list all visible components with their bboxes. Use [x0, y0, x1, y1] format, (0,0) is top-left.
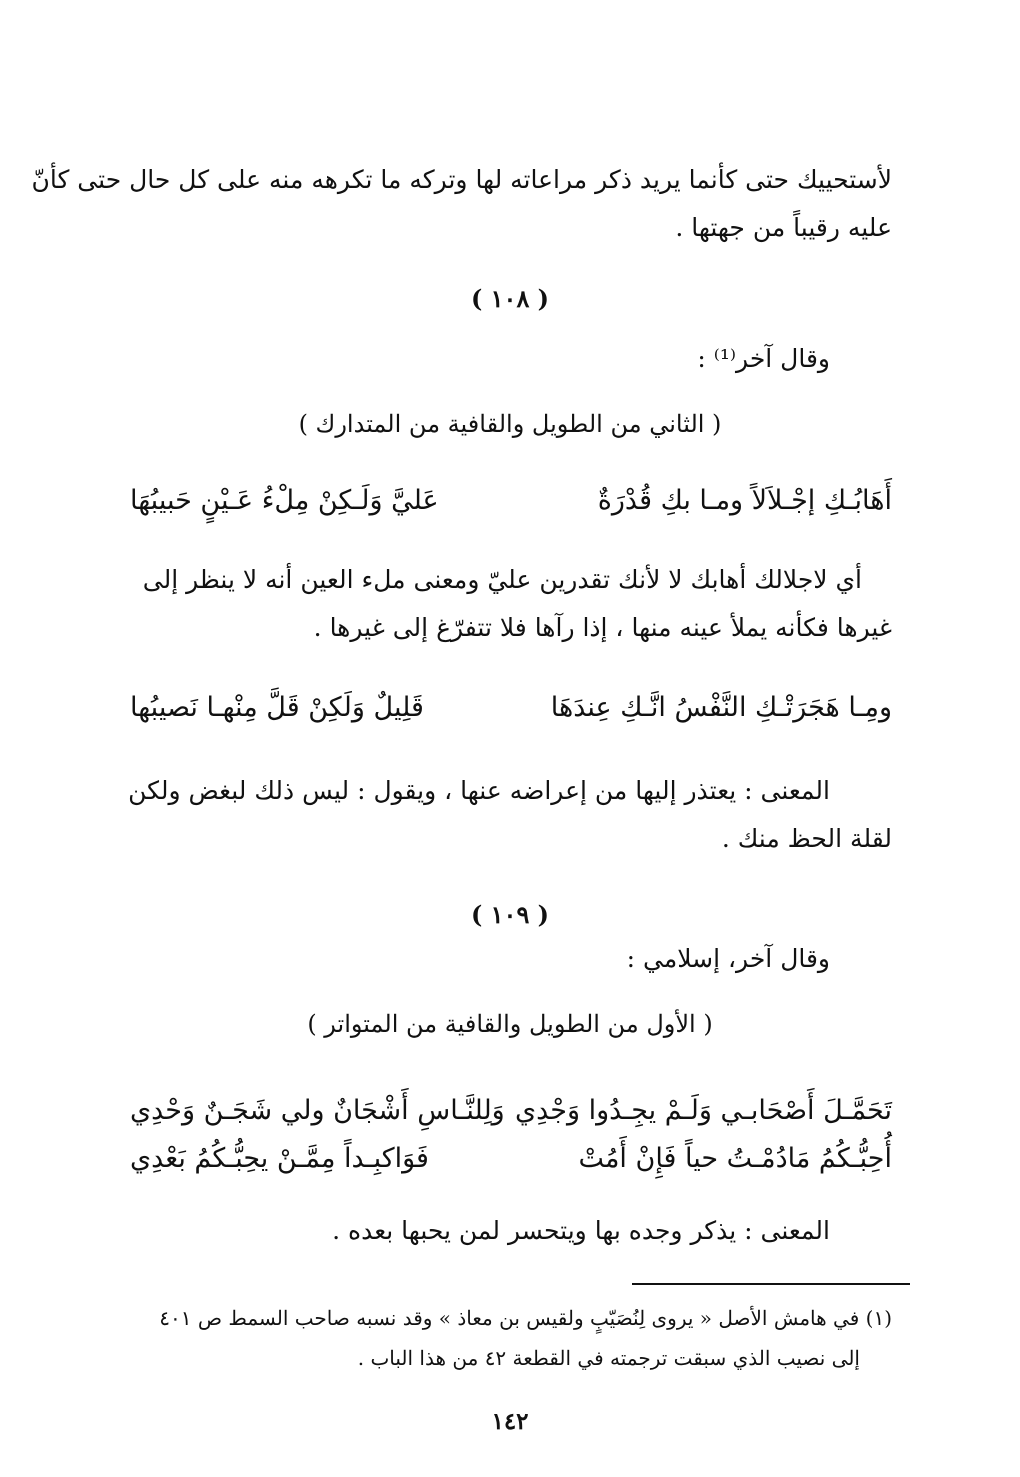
poem-109-verse-1-second: وَلِلنَّـاسِ أَشْجَانٌ ولي شَجَـنٌ وَحْدِي	[130, 1095, 505, 1126]
poem-109-speaker: وقال آخر، إسلامي :	[626, 944, 830, 973]
footnote-line-1: (١) في هامش الأصل « يروى لِنُصَيّبٍ ولقيس بن معاذ » وقد نسبه صاحب السمط ص ٤٠١	[159, 1306, 892, 1330]
poem-108-comment-1-line-1: أي لاجلالك أهابك لا لأنك تقدرين عليّ ومعنى ملء العين أنه لا ينظر إلى	[142, 565, 862, 594]
poem-108-comment-1-line-2: غيرها فكأنه يملأ عينه منها ، إذا رآها فلا تتفرّغ إلى غيرها .	[313, 613, 892, 642]
intro-line-2: عليه رقيباً من جهتها .	[675, 213, 892, 242]
poem-109-comment: المعنى : يذكر وجده بها ويتحسر لمن يحبها بعده .	[332, 1216, 830, 1245]
poem-108-verse-1-second: عَليَّ وَلَـكِنْ مِلْءُ عَـيْنٍ حَبيبُهَا	[130, 485, 439, 516]
footnote-divider	[632, 1283, 910, 1285]
page-number: ١٤٢	[491, 1408, 529, 1435]
poem-108-speaker: وقال آخر⁽¹⁾ :	[697, 344, 830, 373]
poem-108-comment-2-line-1: المعنى : يعتذر إليها من إعراضه عنها ، ويقول : ليس ذلك لبغض ولكن	[128, 776, 830, 805]
footnote-line-2: إلى نصيب الذي سبقت ترجمته في القطعة ٤٢ من هذا الباب .	[357, 1346, 860, 1370]
poem-109-verse-1-first: تَحَمَّـلَ أَصْحَابـي وَلَـمْ يجِـدُوا وَجْدِي	[515, 1095, 892, 1126]
poem-108-comment-2-line-2: لقلة الحظ منك .	[721, 824, 892, 853]
intro-line-1: لأستحييك حتى كأنما يريد ذكر مراعاته لها وتركه ما تكرهه منه على كل حال حتى كأنّ	[31, 165, 892, 194]
poem-108-meter: ( الثاني من الطويل والقافية من المتدارك )	[298, 410, 722, 438]
poem-108-number: ( ١٠٨ )	[470, 284, 550, 313]
poem-108-verse-2-first: ومِـا هَجَرَتْـكِ النَّفْسُ انَّـكِ عِندَهَا	[550, 692, 892, 723]
poem-108-verse-2-second: قَلِيلٌ وَلَكِنْ قَلَّ مِنْهـا نَصيبُها	[130, 692, 424, 723]
poem-109-number: ( ١٠٩ )	[470, 900, 550, 929]
poem-109-verse-2-first: أُحِبُّـكُمُ مَادُمْـتُ حياً فَإِنْ أَمُتْ	[578, 1143, 892, 1174]
poem-109-meter: ( الأول من الطويل والقافية من المتواتر )	[307, 1010, 713, 1038]
poem-108-verse-1-first: أَهَابُـكِ إجْـلاَلاً ومـا بكِ قُدْرَةٌ	[597, 485, 892, 516]
poem-109-verse-2-second: فَوَاكبِـداً مِمَّـنْ يحِبُّـكُمُ بَعْدِي	[130, 1143, 429, 1174]
